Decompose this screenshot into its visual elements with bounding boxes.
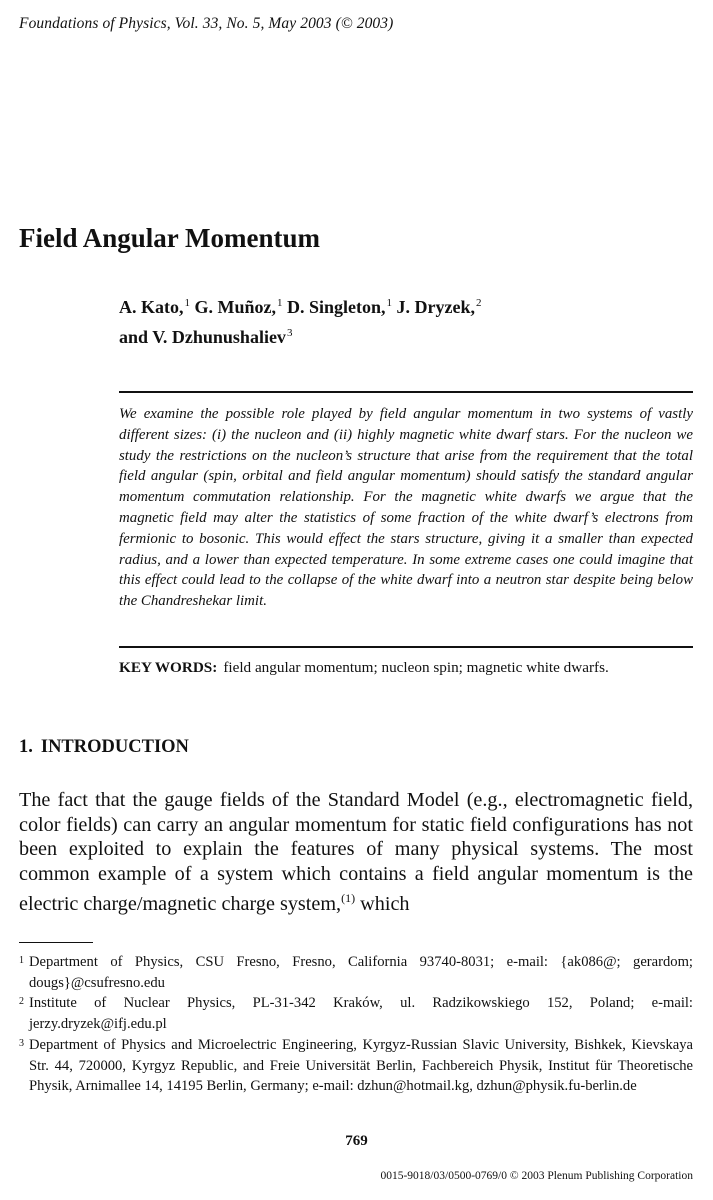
footnote-3	[19, 1035, 693, 1097]
keywords-label: KEY WORDS:	[119, 659, 218, 676]
author-name: D. Singleton,	[287, 297, 386, 317]
affiliation-mark: 3	[286, 327, 293, 339]
section-title: INTRODUCTION	[40, 737, 189, 757]
affiliation-mark: 1	[386, 297, 393, 309]
author-name: V. Dzhunushaliev	[152, 327, 286, 347]
author-line-1	[119, 290, 482, 320]
body-text: The fact that the gauge fields of the Standard Model (e.g., electromagnetic field, color fields) can carry an angular momentum for static field configurations has not been exploited to explain the features of many physical systems. The most common example of a system which contains a field angular momentum is the electric charge/magnetic charge system,	[19, 789, 693, 916]
footnote-text: Department of Physics and Microelectric Engineering, Kyrgyz-Russian Slavic University, Bishkek, Kievskaya Str. 44, 720000, Kyrgyz Republic, and Freie Universität Berlin, Fachbereich Physik, Institut für Theoretische Physik, Arnimallee 14, 14195 Berlin, Germany; e-mail: dzhun@hotmail.kg, dzhun@physik.fu-berlin.de	[29, 1037, 693, 1095]
copyright-line: 0015-9018/03/0500-0769/0 © 2003 Plenum Publishing Corporation	[380, 1170, 693, 1182]
author-list	[119, 290, 482, 350]
keywords	[119, 659, 699, 677]
section-heading	[19, 737, 189, 758]
footnote-mark: 2	[19, 996, 24, 1007]
affiliation-mark: 1	[277, 297, 283, 309]
journal-header: Foundations of Physics, Vol. 33, No. 5, May 2003 (© 2003)	[19, 15, 394, 32]
author-name: A. Kato,	[119, 297, 184, 317]
footnote-2	[19, 993, 693, 1034]
footnote-mark: 1	[19, 955, 24, 966]
body-text-tail: which	[360, 893, 410, 916]
footnote-rule	[19, 942, 93, 943]
paper-title: Field Angular Momentum	[19, 223, 321, 253]
author-name: G. Muñoz,	[194, 297, 277, 317]
affiliation-mark: 2	[476, 297, 482, 309]
author-conjunction: and	[119, 327, 149, 347]
author-name: J. Dryzek,	[396, 297, 476, 317]
keywords-text: field angular momentum; nucleon spin; magnetic white dwarfs.	[223, 659, 609, 676]
body-paragraph	[19, 788, 693, 917]
footnote-text: Department of Physics, CSU Fresno, Fresno, California 93740-8031; e-mail: {ak086@; gerardom; dougs}@csufresno.edu	[29, 954, 693, 991]
footnote-1	[19, 952, 693, 993]
abstract-bottom-rule	[119, 646, 693, 648]
affiliation-mark: 1	[184, 297, 190, 309]
citation-mark: (1)	[341, 891, 356, 906]
page-number: 769	[345, 1133, 368, 1149]
abstract: We examine the possible role played by field angular momentum in two systems of vastly different sizes: (i) the nucleon and (ii) highly magnetic white dwarf stars. For the nucleon we study the restrictions on the nucleon’s structure that arise from the requirement that the total field angular (spin, orbital and field angular momentum) should satisfy the standard angular momentum commutation relationship. For the magnetic white dwarfs we argue that the magnetic field may alter the statistics of some fraction of the white dwarf’s electrons from fermionic to bosonic. This would effect the stars structure, giving it a smaller than expected radius, and a lower than expected temperature. In some extreme cases one could imagine that this effect could lead to the collapse of the white dwarf into a neutron star despite being below the Chandreshekar limit.	[119, 406, 693, 610]
footnote-text: Institute of Nuclear Physics, PL-31-342 Kraków, ul. Radzikowskiego 152, Poland; e-mail: jerzy.dryzek@ifj.edu.pl	[29, 995, 693, 1032]
author-line-2	[119, 320, 482, 350]
section-number: 1.	[19, 737, 33, 757]
footnote-mark: 3	[19, 1038, 24, 1049]
abstract-top-rule	[119, 391, 693, 393]
